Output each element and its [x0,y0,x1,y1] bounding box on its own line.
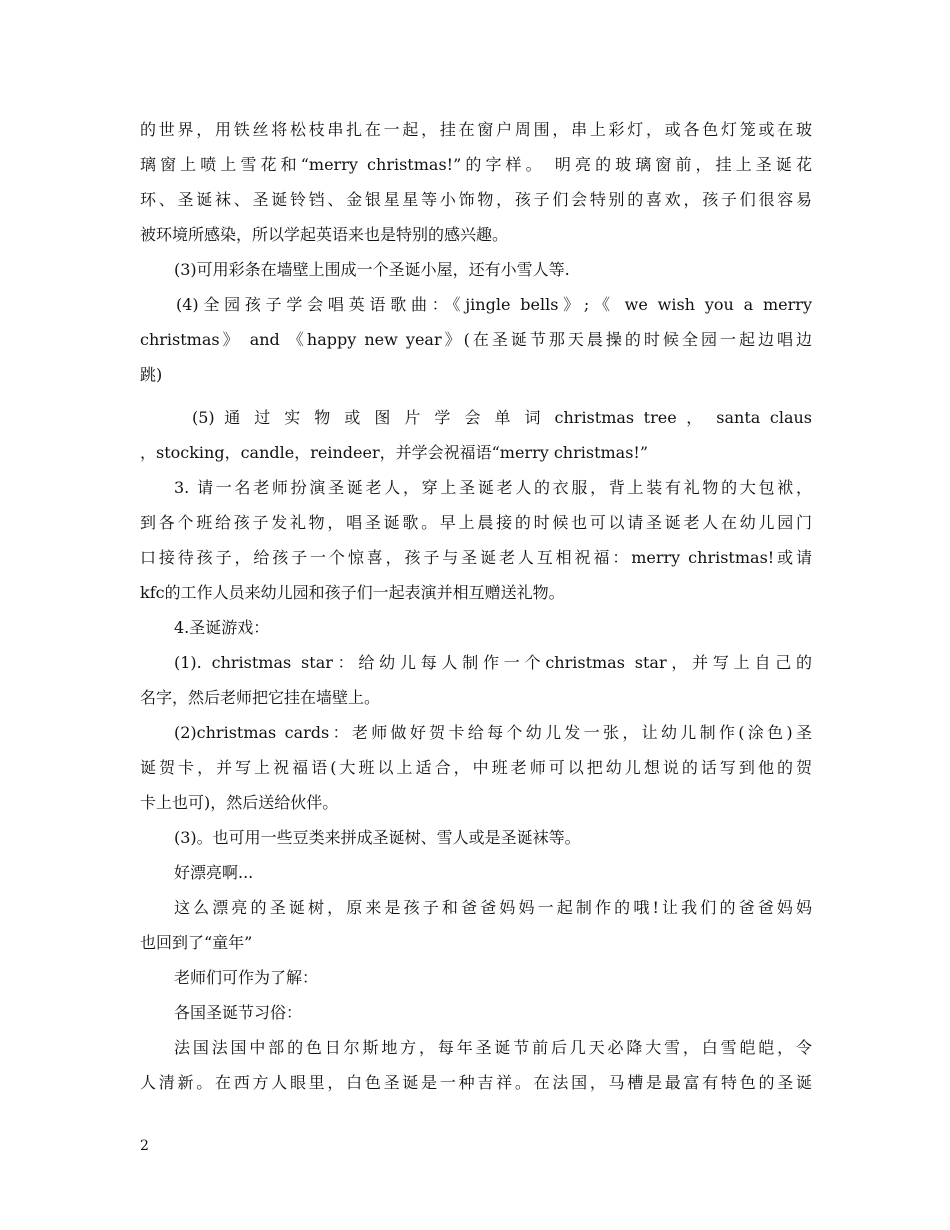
paragraph-gap [140,392,812,400]
text-line-4: 被环境所感染，所以学起英语来也是特别的感兴趣。 [140,225,509,244]
text-line-10: ，stocking，candle，reindeer，并学会祝福语“merry christmas!” [140,443,649,462]
document-body [140,112,812,1100]
text-line-11: 3. 请一名老师扮演圣诞老人，穿上圣诞老人的衣服，背上装有礼物的大包袱， [174,478,812,497]
text-line-24: 也回到了“童年” [140,933,253,952]
text-line-13: 口接待孩子，给孩子一个惊喜，孩子与圣诞老人互相祝福：merry christmas!或请 [140,548,812,567]
text-line-9: (5) 通 过 实 物 或 图 片 学 会 单 词 christmas tree ， santa claus [192,408,812,427]
text-line-6: (4)全园孩子学会唱英语歌曲：《jingle bells》;《 we wish you a merry [176,295,812,314]
text-line-14: kfc的工作人员来幼儿园和孩子们一起表演并相互赠送礼物。 [140,583,565,602]
text-line-19: 诞贺卡，并写上祝福语(大班以上适合，中班老师可以把幼儿想说的话写到他的贺 [140,758,812,777]
text-line-21: (3)。也可用一些豆类来拼成圣诞树、雪人或是圣诞袜等。 [174,828,581,847]
text-line-28: 人清新。在西方人眼里，白色圣诞是一种吉祥。在法国，马槽是最富有特色的圣诞 [140,1073,812,1092]
text-line-8: 跳) [140,365,163,384]
text-line-12: 到各个班给孩子发礼物，唱圣诞歌。早上晨接的时候也可以请圣诞老人在幼儿园门 [140,513,812,532]
text-line-23: 这么漂亮的圣诞树，原来是孩子和爸爸妈妈一起制作的哦!让我们的爸爸妈妈 [174,898,812,917]
text-line-25: 老师们可作为了解： [174,968,319,987]
text-line-1: 的世界，用铁丝将松枝串扎在一起，挂在窗户周围，串上彩灯，或各色灯笼或在玻 [140,120,812,139]
text-line-16: (1). christmas star：给幼儿每人制作一个christmas star，并写上自己的 [174,653,812,672]
text-line-2: 璃窗上喷上雪花和“merry christmas!”的字样。 明亮的玻璃窗前，挂上圣诞花 [140,155,812,174]
text-line-3: 环、圣诞袜、圣诞铃铛、金银星星等小饰物，孩子们会特别的喜欢，孩子们很容易 [140,190,812,209]
text-line-26: 各国圣诞节习俗： [174,1003,303,1022]
text-line-7: christmas》 and 《happy new year》(在圣诞节那天晨操的时候全园一起边唱边 [140,330,812,349]
text-line-18: (2)christmas cards：老师做好贺卡给每个幼儿发一张，让幼儿制作(涂色)圣 [174,723,812,742]
page-number: 2 [140,1138,149,1154]
text-line-22: 好漂亮啊... [174,863,254,882]
text-line-17: 名字，然后老师把它挂在墙壁上。 [140,688,381,707]
text-line-15: 4.圣诞游戏： [174,618,270,637]
text-line-27: 法国法国中部的色日尔斯地方，每年圣诞节前后几天必降大雪，白雪皑皑，令 [174,1038,812,1057]
text-line-20: 卡上也可)，然后送给伙伴。 [140,793,339,812]
text-line-5: (3)可用彩条在墙壁上围成一个圣诞小屋，还有小雪人等. [174,260,570,279]
